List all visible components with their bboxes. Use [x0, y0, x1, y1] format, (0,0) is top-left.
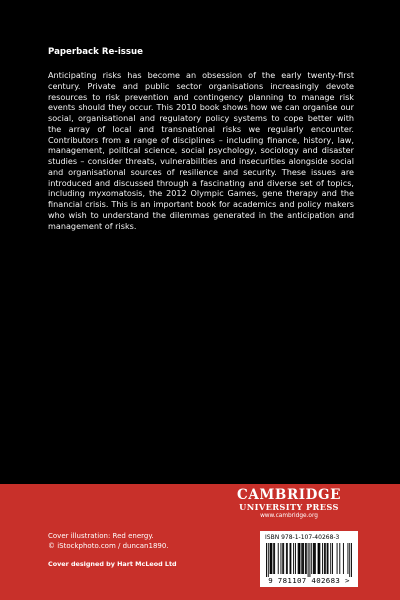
- barcode-bar: [274, 543, 275, 574]
- barcode-bar: [318, 543, 319, 574]
- barcode-bar: [327, 543, 328, 574]
- barcode-icon: [266, 543, 352, 577]
- barcode-bar: [303, 543, 304, 574]
- barcode-bar: [290, 543, 291, 574]
- cover-credits: [48, 531, 238, 569]
- isbn-barcode-box: [260, 531, 358, 587]
- barcode-bar: [311, 543, 312, 574]
- barcode-bar: [270, 543, 271, 574]
- barcode-bar: [268, 543, 269, 577]
- barcode-bar: [282, 543, 283, 574]
- barcode-bar: [349, 543, 350, 577]
- reissue-heading: Paperback Re-issue: [48, 47, 143, 57]
- publisher-url: www.cambridge.org: [260, 513, 318, 519]
- barcode-bar: [308, 543, 309, 577]
- isbn-label: ISBN 978-1-107-40268-3: [265, 534, 340, 541]
- publisher-logo: [224, 488, 354, 520]
- barcode-bar: [271, 543, 272, 574]
- barcode-bar: [337, 543, 338, 574]
- barcode-bar: [319, 543, 320, 574]
- designer-credit: Cover designed by Hart McLeod Ltd: [48, 560, 177, 568]
- illustration-credit: Cover illustration: Red energy.: [48, 532, 154, 540]
- barcode-bar: [339, 543, 340, 574]
- barcode-bar: [299, 543, 300, 574]
- barcode-bar: [287, 543, 288, 574]
- barcode-bar: [314, 543, 315, 574]
- barcode-bar: [328, 543, 329, 574]
- barcode-bar: [283, 543, 284, 574]
- barcode-bar: [280, 543, 281, 574]
- barcode-bar: [332, 543, 333, 574]
- barcode-bar: [271, 543, 272, 574]
- barcode-bar: [295, 543, 296, 574]
- barcode-bar: [347, 543, 348, 574]
- image-source-credit: © iStockphoto.com / duncan1890.: [48, 542, 169, 550]
- barcode-bar: [343, 543, 344, 574]
- barcode-bar: [301, 543, 302, 574]
- barcode-bar: [309, 543, 310, 577]
- book-description: Anticipating risks has become an obsession of the early twenty-first century. Private and public sector organisations increasingly devote resources to risk prevention and contingency planning to manage risk events should they occur. This 2010 book shows how we can organise our social, organisational and regulatory policy systems to cope better with the array of local and transnational risks we regularly encounter. Contributors from a range of disciplines – including finance, history, law, management, political science, social psychology, sociology and disaster studies – consider threats, vulnerabilities and insecurities alongside social and organisational sources of resilience and security. These issues are introduced and discussed through a fascinating and diverse set of topics, including myxomatosis, the 2012 Olympic Games, gene therapy and the financial crisis. This is an important book for academics and policy makers who wish to understand the dilemmas generated in the anticipation and management of risks.: [48, 70, 354, 231]
- barcode-bar: [322, 543, 323, 574]
- barcode-bar: [313, 543, 314, 574]
- barcode-bar: [266, 543, 267, 577]
- barcode-bar: [305, 543, 306, 574]
- barcode-bar: [315, 543, 316, 574]
- barcode-bar: [278, 543, 279, 574]
- barcode-bar: [273, 543, 274, 574]
- barcode-bar: [293, 543, 294, 574]
- barcode-bar: [330, 543, 331, 574]
- publisher-subtitle: UNIVERSITY PRESS: [239, 502, 339, 512]
- barcode-bar: [286, 543, 287, 574]
- barcode-bar: [324, 543, 325, 574]
- barcode-bar: [351, 543, 352, 577]
- isbn-digits: 9 781107 402683 >: [268, 576, 350, 585]
- publisher-band: [0, 484, 400, 600]
- barcode-bar: [302, 543, 303, 574]
- barcode-bar: [306, 543, 307, 574]
- barcode-bar: [319, 543, 320, 574]
- barcode-bar: [290, 543, 291, 574]
- publisher-name: CAMBRIDGE: [236, 487, 342, 503]
- barcode-bar: [325, 543, 326, 574]
- barcode-bar: [299, 543, 300, 574]
- barcode-bar: [298, 543, 299, 574]
